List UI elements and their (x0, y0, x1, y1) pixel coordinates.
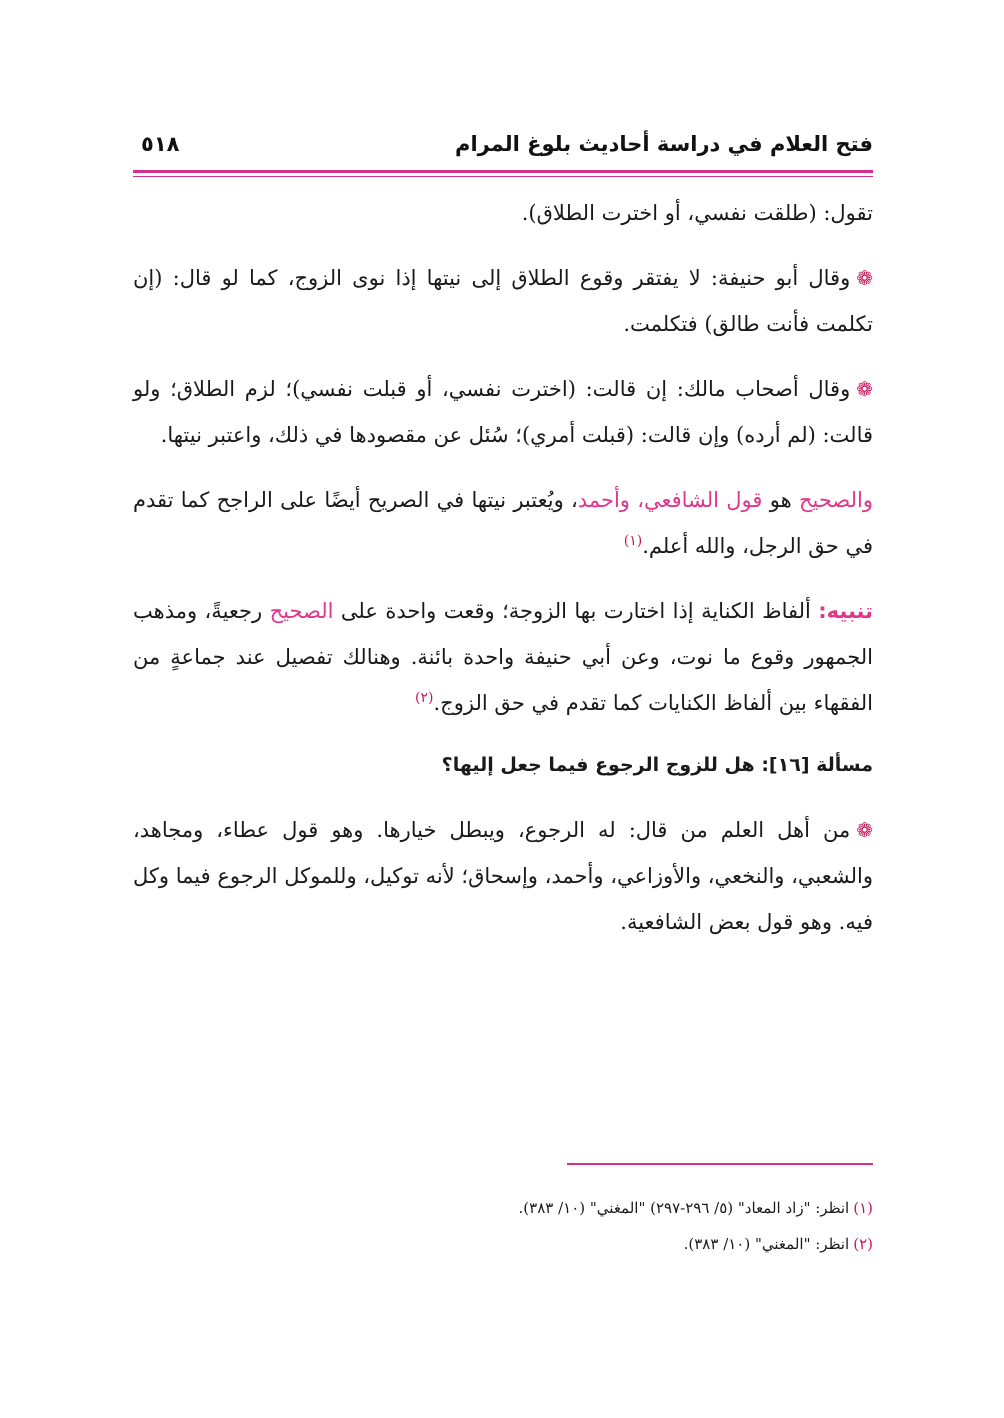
paragraph-4: والصحيح هو قول الشافعي، وأحمد، ويُعتبر نيتها في الصريح أيضًا على الراجح كما تقدم في حق الرجل، والله أعلم.$^{(١)}$ (133, 488, 873, 558)
footnote-1 (133, 1190, 873, 1226)
footnote-ref-1[interactable]: (١) (623, 533, 643, 549)
paragraph-3: ❁وقال أصحاب مالك: إن قالت: (اخترت نفسي، أو قبلت نفسي)؛ لزم الطلاق؛ ولو قالت: (لم أرده) وإن قالت: (قبلت أمري)؛ سُئل عن مقصودها في ذلك، واعتبر نيتها. (133, 377, 873, 447)
paragraph-6: ❁من أهل العلم من قال: له الرجوع، ويبطل خيارها. وهو قول عطاء، ومجاهد، والشعبي، والنخعي، والأوزاعي، وأحمد، وإسحاق؛ لأنه توكيل، وللموكل الرجوع فيما وكل فيه. وهو قول بعض الشافعية. (133, 818, 873, 934)
paragraph-2: ❁وقال أبو حنيفة: لا يفتقر وقوع الطلاق إلى نيتها إذا نوى الزوج، كما لو قال: (إن تكلمت فأنت طالق) فتكلمت. (133, 266, 873, 336)
footnote-ref-2[interactable]: (٢) (415, 690, 434, 706)
highlight-sahih: والصحيح (798, 488, 873, 512)
header-rule-thin (133, 176, 873, 177)
flower-icon: ❁ (856, 818, 873, 842)
flower-icon: ❁ (856, 377, 873, 401)
flower-icon: ❁ (856, 266, 873, 290)
main-text (133, 190, 873, 964)
header-rule (133, 170, 873, 173)
footnote-number: (١) (853, 1199, 873, 1217)
footnote-number: (٢) (853, 1235, 873, 1253)
issue-label: مسألة [١٦]: (761, 754, 873, 776)
page-number: ٥١٨ (141, 132, 180, 156)
book-title: فتح العلام في دراسة أحاديث بلوغ المرام (455, 132, 873, 156)
highlight-sahih-2: الصحيح (269, 599, 334, 623)
paragraph-1: تقول: (طلقت نفسي، أو اخترت الطلاق). (521, 201, 873, 225)
highlight-opinion: قول الشافعي، وأحمد (577, 488, 763, 512)
document-page (133, 0, 873, 1418)
footnote-text: انظر: "المغني" (١٠/ ٣٨٣). (683, 1235, 850, 1253)
issue-title: هل للزوج الرجوع فيما جعل إليها؟ (441, 754, 762, 776)
footnote-2 (133, 1226, 873, 1262)
paragraph-5: تنبيه: ألفاظ الكناية إذا اختارت بها الزوجة؛ وقعت واحدة على الصحيح رجعيةً، ومذهب الجمهور وقوع ما نوت، وعن أبي حنيفة واحدة بائنة. وهنالك تفصيل عند جماعةٍ من الفقهاء بين ألفاظ الكنايات كما تقدم في حق الزوج.$^{(٢)}$ (133, 599, 874, 715)
issue-heading (133, 745, 873, 785)
footnote-rule (567, 1163, 873, 1165)
footnotes (133, 1190, 873, 1262)
notice-label: تنبيه: (818, 599, 874, 623)
footnote-text: انظر: "زاد المعاد" (٥/ ٢٩٦-٢٩٧) "المغني" (١٠/ ٣٨٣). (518, 1199, 850, 1217)
page-header (133, 128, 873, 168)
